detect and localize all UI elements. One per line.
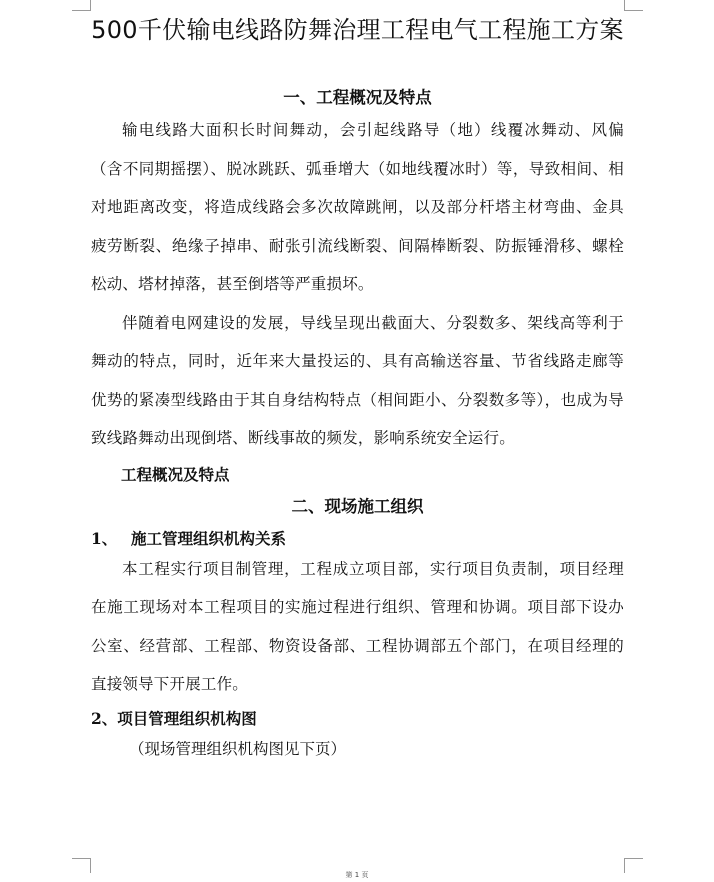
note-org-chart-next-page: （现场管理组织机构图见下页）: [129, 739, 347, 758]
section-heading-overview: 一、工程概况及特点: [283, 88, 432, 107]
document-title: 500千伏输电线路防舞治理工程电气工程施工方案: [91, 16, 624, 44]
page-number: 第 1 页: [345, 871, 369, 879]
paragraph-project-management: 本工程实行项目制管理，工程成立项目部，实行项目负责制，项目经理在施工现场对本工程项目的实施过程进行组织、管理和协调。项目部下设办公室、经营部、工程部、物资设备部、工程协调部五个部门，在项目经理的直接领导下开展工作。: [91, 559, 624, 693]
paragraph-galloping-effects: 输电线路大面积长时间舞动，会引起线路导（地）线覆冰舞动、风偏（含不同期摇摆）、脱冰跳跃、弧垂增大（如地线覆冰时）等，导致相间、相对地距离改变，将造成线路会多次故障跳闸，以及部分杆塔主材弯曲、金具疲劳断裂、绝缘子掉串、耐张引流线断裂、间隔棒断裂、防振锤滑移、螺栓松动、塔材掉落，甚至倒塔等严重损坏。: [91, 121, 624, 293]
subheading-title: 施工管理组织机构关系: [131, 528, 287, 548]
crop-mark-top-right: [624, 0, 643, 11]
subheading-management-structure: [91, 528, 624, 550]
subheading-org-chart: 2、项目管理组织机构图: [91, 708, 257, 728]
document-body: [91, 14, 624, 760]
crop-mark-top-left: [72, 0, 91, 11]
section-heading-site-organization: 二、现场施工组织: [291, 496, 424, 516]
subheading-number: 1、: [91, 528, 118, 548]
paragraph-grid-development: 伴随着电网建设的发展，导线呈现出截面大、分裂数多、架线高等利于舞动的特点，同时，近年来大量投运的、具有高输送容量、节省线路走廊等优势的紧凑型线路由于其自身结构特点（相间距小、分裂数多等），也成为导致线路舞动出现倒塔、断线事故的频发，影响系统安全运行。: [91, 313, 624, 447]
subheading-overview: 工程概况及特点: [121, 464, 230, 484]
